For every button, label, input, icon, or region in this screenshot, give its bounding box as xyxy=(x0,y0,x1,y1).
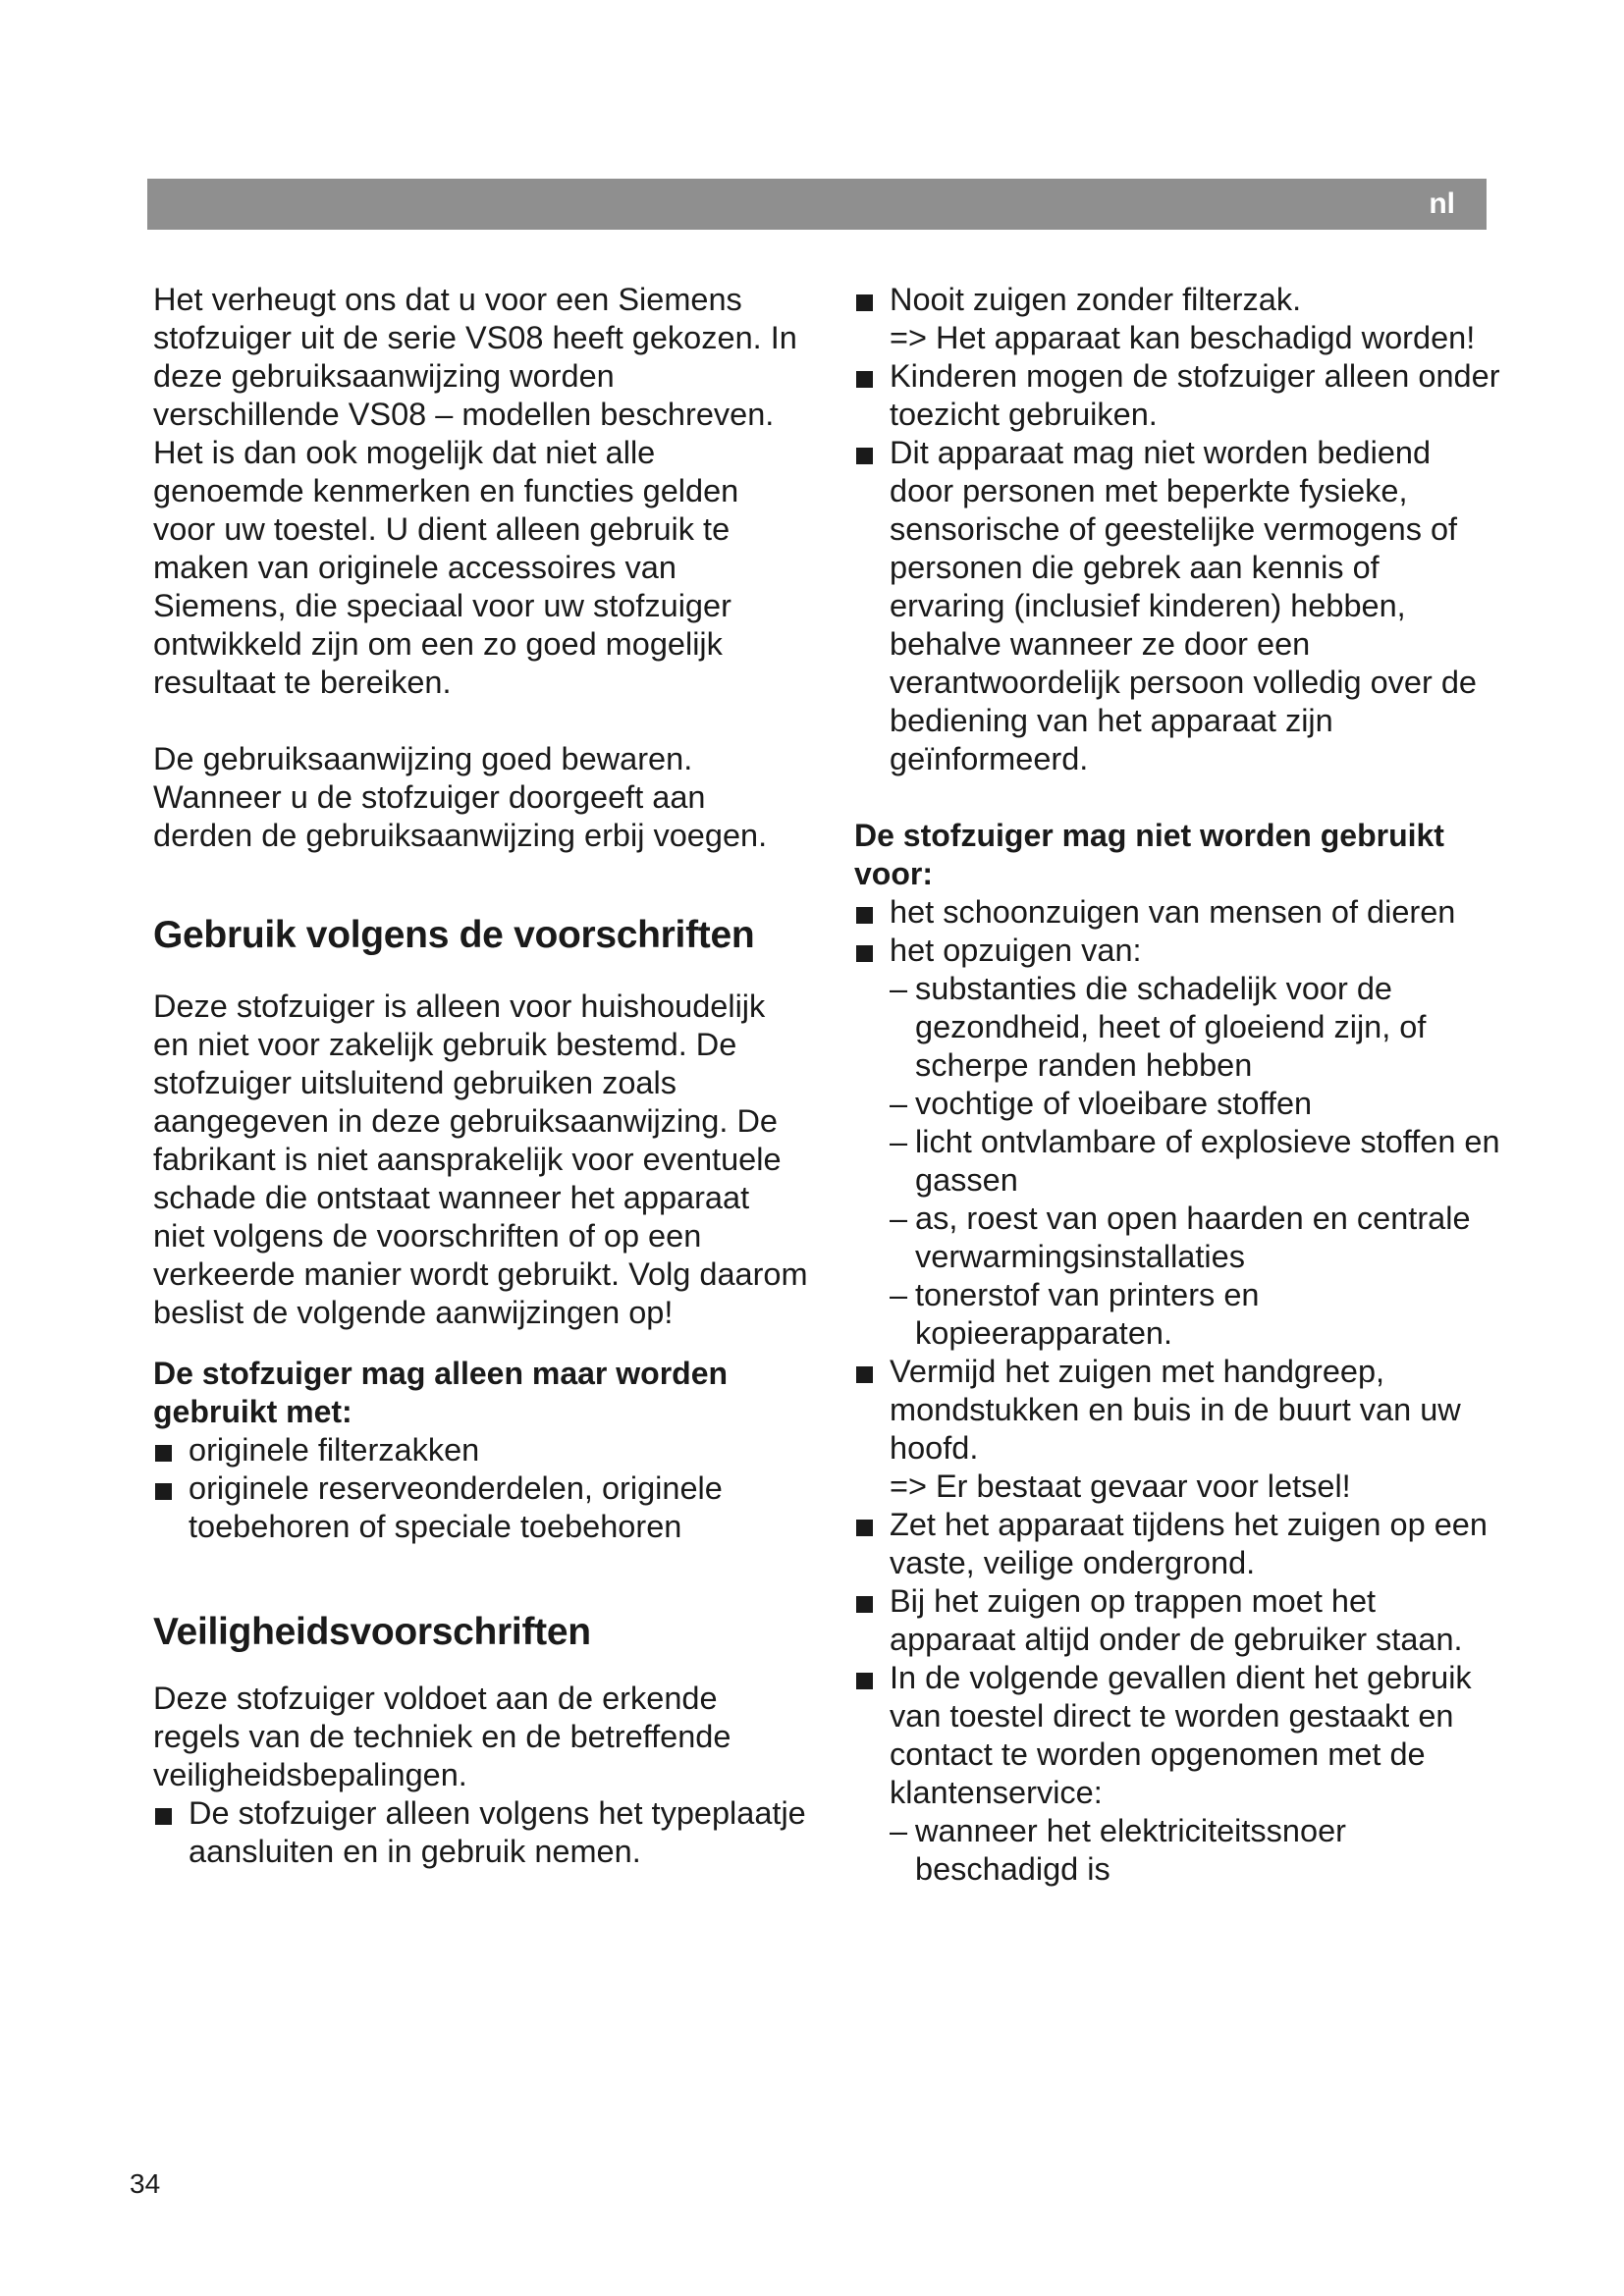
not-for-item-4: Zet het apparaat tijdens het zuigen op een vaste, veilige ondergrond. xyxy=(854,1506,1502,1582)
not-for-sub-item: – tonerstof van printers en kopieerapparaten. xyxy=(854,1276,1502,1353)
not-for-subheading: De stofzuiger mag niet worden gebruikt voor: xyxy=(854,818,1444,891)
not-for-sub-item: – licht ontvlambare of explosieve stoffen en gassen xyxy=(854,1123,1502,1200)
not-for-item-6: In de volgende gevallen dient het gebruik van toestel direct te worden gestaakt en contact te worden opgenomen met de klantenservice: xyxy=(854,1659,1502,1812)
not-for-item-3-text: Vermijd het zuigen met handgreep, mondstukken en buis in de buurt van uw hoofd. xyxy=(890,1354,1461,1466)
safety-paragraph: Deze stofzuiger voldoet aan de erkende regels van de techniek en de betreffende veiligheidsbepalingen. xyxy=(153,1681,731,1792)
safety-heading: Veiligheidsvoorschriften xyxy=(153,1611,591,1653)
safety-item-2-note: => Het apparaat kan beschadigd worden! xyxy=(890,320,1476,355)
not-for-item-2: het opzuigen van: xyxy=(854,932,1502,970)
right-column xyxy=(854,281,1502,1889)
safety-item-4: Dit apparaat mag niet worden bediend door personen met beperkte fysieke, sensorische of geestelijke vermogens of personen die gebrek aan kennis of ervaring (inclusief kinderen) hebben, behalve wanneer ze door een verantwoordelijk persoon volledig over de bediening van het apparaat zijn geïnformeerd. xyxy=(854,434,1502,778)
not-for-item-3-note: => Er bestaat gevaar voor letsel! xyxy=(890,1468,1351,1504)
not-for-sub2-item: – wanneer het elektriciteitssnoer beschadigd is xyxy=(854,1812,1502,1889)
left-column xyxy=(153,281,809,1871)
page-number: 34 xyxy=(130,2168,161,2199)
not-for-item-3 xyxy=(854,1353,1502,1506)
usage-subheading: De stofzuiger mag alleen maar worden gebruikt met: xyxy=(153,1356,729,1429)
usage-heading: Gebruik volgens de voorschriften xyxy=(153,914,755,956)
intro-paragraph-2: De gebruiksaanwijzing goed bewaren. Wanneer u de stofzuiger doorgeeft aan derden de gebruiksaanwijzing erbij voegen. xyxy=(153,741,768,853)
not-for-sub-item: – vochtige of vloeibare stoffen xyxy=(854,1085,1502,1123)
not-for-sub-item: – substanties die schadelijk voor de gezondheid, heet of gloeiend zijn, of scherpe randen hebben xyxy=(854,970,1502,1085)
not-for-item-1: het schoonzuigen van mensen of dieren xyxy=(854,893,1502,932)
usage-paragraph: Deze stofzuiger is alleen voor huishoudelijk en niet voor zakelijk gebruik bestemd. De stofzuiger uitsluitend gebruiken zoals aangegeven in deze gebruiksaanwijzing. De fabrikant is niet aansprakelijk voor eventuele schade die ontstaat wanneer het apparaat niet volgens de voorschriften of op een verkeerde manier wordt gebruikt. Volg daarom beslist de volgende aanwijzingen op! xyxy=(153,988,808,1330)
intro-paragraph-1: Het verheugt ons dat u voor een Siemens stofzuiger uit de serie VS08 heeft gekozen. In deze gebruiksaanwijzing worden verschillende VS08 – modellen beschreven. Het is dan ook mogelijk dat niet alle genoemde kenmerken en functies gelden voor uw toestel. U dient alleen gebruik te maken van originele accessoires van Siemens, die speciaal voor uw stofzuiger ontwikkeld zijn om een zo goed mogelijk resultaat te bereiken. xyxy=(153,282,797,700)
safety-item-3: Kinderen mogen de stofzuiger alleen onder toezicht gebruiken. xyxy=(854,357,1502,434)
language-tag: nl xyxy=(1429,187,1455,220)
header-bar xyxy=(147,179,1487,230)
not-for-item-5: Bij het zuigen op trappen moet het apparaat altijd onder de gebruiker staan. xyxy=(854,1582,1502,1659)
safety-item-2 xyxy=(854,281,1502,357)
usage-item: originele reserveonderdelen, originele toebehoren of speciale toebehoren xyxy=(153,1469,809,1546)
safety-item-1: De stofzuiger alleen volgens het typeplaatje aansluiten en in gebruik nemen. xyxy=(153,1794,809,1871)
not-for-sub-item: – as, roest van open haarden en centrale verwarmingsinstallaties xyxy=(854,1200,1502,1276)
safety-item-2-text: Nooit zuigen zonder filterzak. xyxy=(890,282,1302,317)
usage-item: originele filterzakken xyxy=(153,1431,809,1469)
